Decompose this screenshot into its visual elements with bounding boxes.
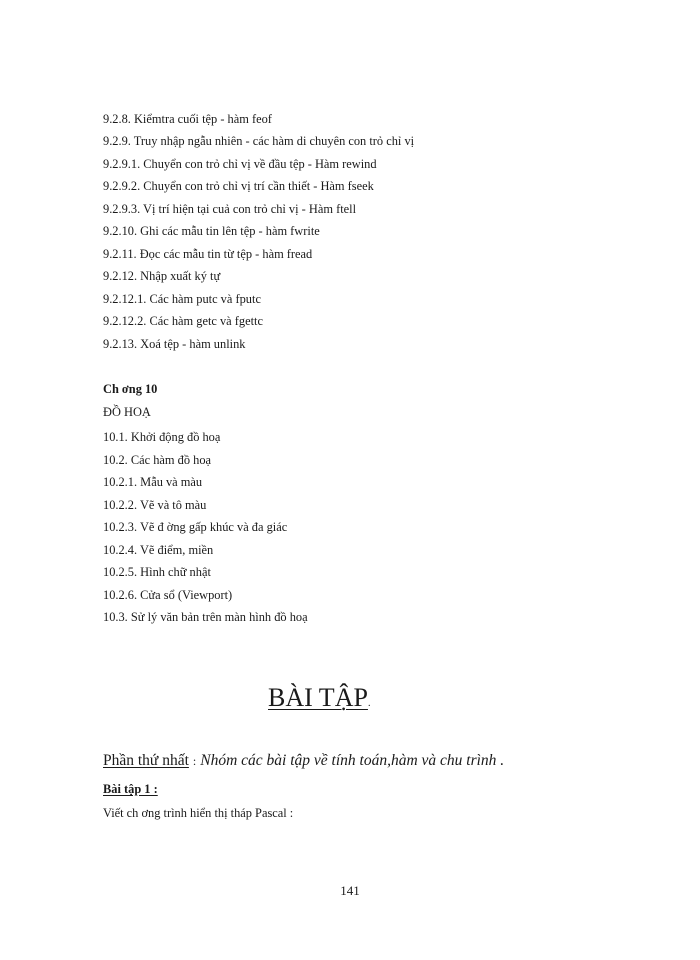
toc-item: 9.2.10. Ghi các mẫu tin lên tệp - hàm fwrite — [103, 224, 320, 238]
exercise-label-suffix: : — [150, 782, 158, 796]
toc-item: 10.2.4. Vẽ điểm, miền — [103, 543, 214, 557]
toc-item: 10.2.6. Cửa sổ (Viewport) — [103, 588, 233, 602]
exercise-title — [103, 781, 158, 797]
exercises-heading — [268, 683, 370, 719]
toc-item: 9.2.13. Xoá tệp - hàm unlink — [103, 337, 246, 351]
toc-item: 9.2.9.1. Chuyển con trỏ chỉ vị về đầu tệp - Hàm rewind — [103, 157, 377, 171]
exercise-label: Bài tập 1 — [103, 782, 151, 796]
part-colon: : — [192, 754, 197, 768]
toc-item: 9.2.12.2. Các hàm getc và fgettc — [103, 314, 263, 328]
toc-item: 9.2.9. Truy nhập ngẫu nhiên - các hàm di chuyên con trỏ chỉ vị — [103, 134, 415, 148]
toc-item: 9.2.12.1. Các hàm putc và fputc — [103, 292, 261, 306]
toc-item: 9.2.8. Kiểmtra cuối tệp - hàm feof — [103, 112, 272, 126]
part-heading — [103, 751, 504, 771]
toc-item: 10.3. Sử lý văn bản trên màn hình đồ hoạ — [103, 610, 308, 624]
part-label: Phần thứ nhất — [103, 752, 189, 769]
toc-item: 10.2.1. Mẫu và màu — [103, 475, 203, 489]
exercises-heading-text: BÀI TẬP — [268, 683, 368, 712]
toc-item: 9.2.9.3. Vị trí hiện tại cuả con trỏ chỉ vị - Hàm ftell — [103, 202, 357, 216]
toc-item: 10.1. Khởi động đồ hoạ — [103, 430, 221, 444]
part-description: Nhóm các bài tập về tính toán,hàm và chu trình . — [200, 752, 505, 769]
chapter-subtitle: ĐỒ HOẠ — [103, 405, 151, 419]
toc-item: 10.2.2. Vẽ và tô màu — [103, 498, 207, 512]
toc-item: 10.2.3. Vẽ đ ờng gấp khúc và đa giác — [103, 520, 288, 534]
exercise-text: Viết ch ơng trình hiển thị tháp Pascal : — [103, 806, 294, 820]
toc-item: 10.2. Các hàm đồ hoạ — [103, 453, 212, 467]
toc-item: 10.2.5. Hình chữ nhật — [103, 565, 211, 579]
page-number: 141 — [340, 883, 360, 898]
toc-item: 9.2.11. Đọc các mẫu tin từ tệp - hàm fread — [103, 247, 313, 261]
exercises-heading-dot: . — [367, 698, 371, 709]
toc-item: 9.2.12. Nhập xuất ký tự — [103, 269, 221, 283]
toc-item: 9.2.9.2. Chuyển con trỏ chỉ vị trí cần thiết - Hàm fseek — [103, 179, 374, 193]
chapter-title: Ch ơng 10 — [103, 382, 158, 396]
